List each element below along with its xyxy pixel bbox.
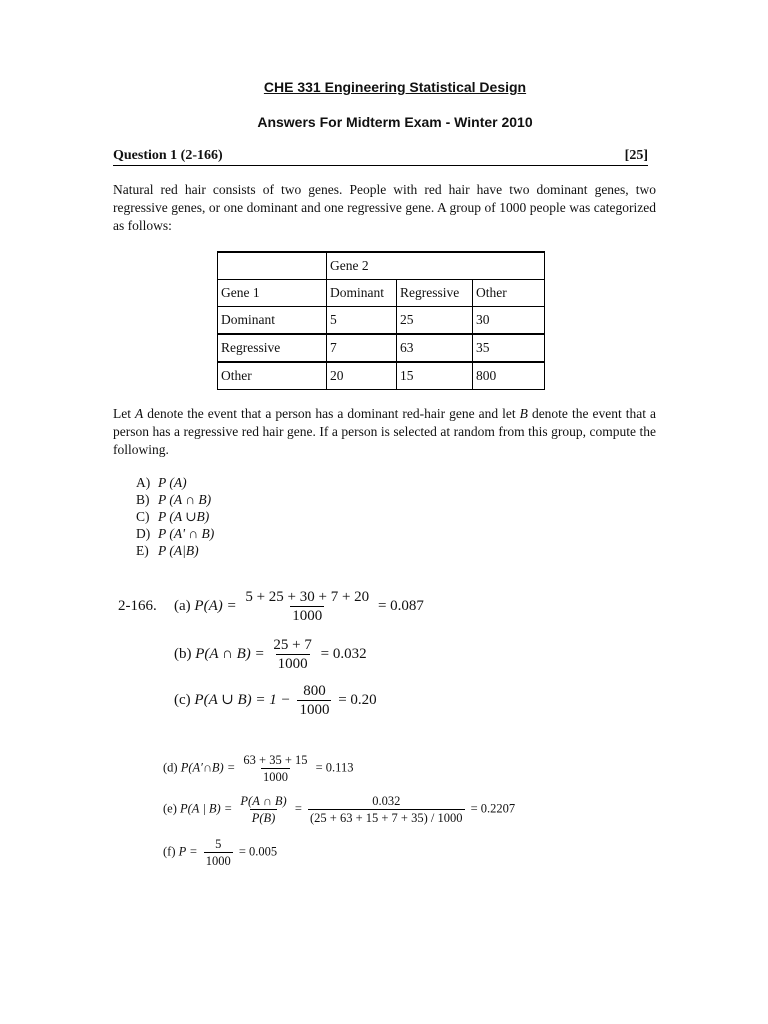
solution-c: (c) P(A ∪ B) = 1 − $\frac{800}{1000}$ = 0.20: [174, 683, 377, 718]
problem-text: denote the event that a person has a regressive red hair gene. If a person is selected at random from this group, compute the following.: [113, 406, 656, 457]
table-cell: Other: [218, 362, 327, 390]
table-cell: Gene 2: [327, 252, 545, 280]
table-cell: 800: [473, 362, 545, 390]
intro-paragraph: Natural red hair consists of two genes. People with red hair have two dominant genes, two regressive genes, or one dominant and one regressive gene. A group of 1000 people was categorized as follows:: [113, 182, 656, 233]
table-cell: [218, 252, 327, 280]
solution-f: (f) P = $\frac{5}{1000}$ = 0.005: [163, 837, 278, 868]
table-cell: Regressive: [397, 280, 473, 307]
fraction: $\frac{0.032}{(25 + 63 + 15 + 7 + 35) / 1000}$: [310, 794, 463, 825]
fraction: $\frac{5}{1000}$: [205, 837, 231, 868]
document-title: CHE 331 Engineering Statistical Design: [263, 79, 527, 95]
fraction: $\frac{5 + 25 + 30 + 7 + 20}{1000}$: [245, 589, 370, 624]
solution-e: (e) P(A | B) = $\frac{P(A \cap B)}{P(B)}$ = $\frac{0.032}{(25 + 63 + 15 + 7 + 35) / 1000}$ = 0.2207: [163, 794, 516, 825]
gene-table: [217, 251, 545, 390]
question-marks: [25]: [624, 148, 648, 163]
table-row: [218, 252, 545, 280]
fraction: $\frac{P(A \cap B)}{P(B)}$: [240, 794, 287, 825]
problem-paragraph: [113, 405, 656, 459]
problem-text: denote the event that a person has a dominant red-hair gene and let: [143, 406, 520, 421]
table-row: [218, 307, 545, 335]
table-row: [218, 280, 545, 307]
fraction: $\frac{800}{1000}$: [299, 683, 330, 718]
question-header: [113, 148, 648, 166]
table-cell: 63: [397, 334, 473, 362]
table-cell: 5: [327, 307, 397, 335]
table-row: [218, 362, 545, 390]
solution-number: 2-166.: [118, 598, 157, 614]
list-item: C) P (A ∪B): [136, 509, 210, 524]
table-cell: 20: [327, 362, 397, 390]
table-cell: Regressive: [218, 334, 327, 362]
event-a: A: [135, 406, 144, 421]
table-cell: 35: [473, 334, 545, 362]
fraction: $\frac{25 + 7}{1000}$: [273, 637, 312, 672]
table-cell: Other: [473, 280, 545, 307]
table-cell: Dominant: [218, 307, 327, 335]
table-cell: 15: [397, 362, 473, 390]
parts-list: [136, 474, 214, 559]
list-item: D) P (A' ∩ B): [136, 526, 215, 541]
problem-text: Let: [113, 406, 136, 421]
fraction: $\frac{63 + 35 + 15}{1000}$: [243, 753, 308, 784]
list-item: A) P (A): [136, 475, 187, 490]
table-cell: 7: [327, 334, 397, 362]
document-subtitle: Answers For Midterm Exam - Winter 2010: [257, 114, 533, 130]
solution-a: (a) P(A) = $\frac{5 + 25 + 30 + 7 + 20}{1000}$ = 0.087: [174, 589, 424, 624]
event-b: B: [519, 406, 528, 421]
list-item: E) P (A|B): [136, 543, 199, 558]
table-row: [218, 334, 545, 362]
solution-b: (b) P(A ∩ B) = $\frac{25 + 7}{1000}$ = 0.032: [174, 637, 367, 672]
table-cell: 25: [397, 307, 473, 335]
table-cell: Gene 1: [218, 280, 327, 307]
list-item: B) P (A ∩ B): [136, 492, 212, 507]
solution-d: (d) P(A′∩B) = $\frac{63 + 35 + 15}{1000}$ = 0.113: [163, 753, 354, 784]
table-cell: 30: [473, 307, 545, 335]
table-cell: Dominant: [327, 280, 397, 307]
question-label: Question 1 (2-166): [113, 148, 223, 163]
